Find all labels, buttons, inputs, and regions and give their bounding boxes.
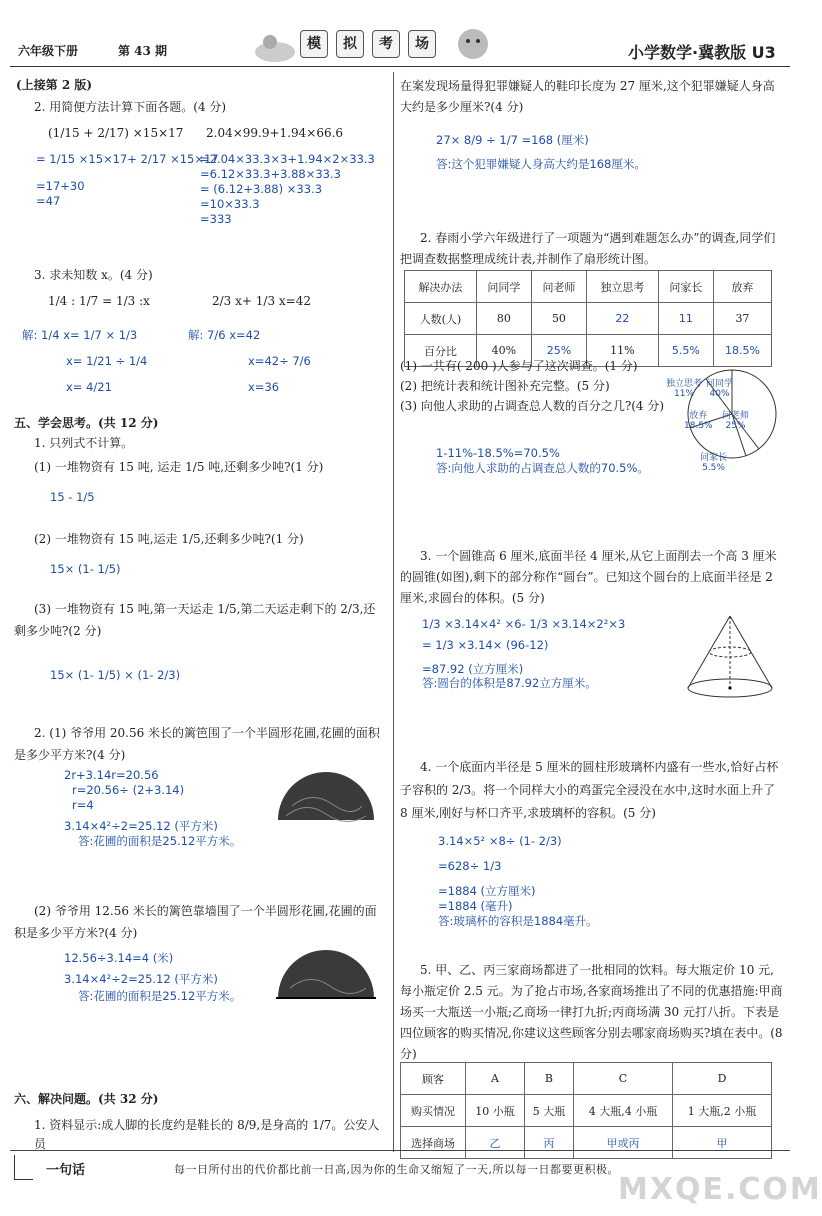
- survey-table: [404, 270, 772, 367]
- q3a-expression: 1/4 : 1/7 = 1/3 :x: [48, 294, 150, 308]
- footer-label: 一句话: [46, 1163, 86, 1178]
- column-divider: [393, 72, 394, 1152]
- table-row: [401, 1095, 772, 1127]
- r1-question: 在案发现场量得犯罪嫌疑人的鞋印长度为 27 厘米,这个犯罪嫌疑人身高大约是多少厘米?(4 分): [400, 79, 775, 114]
- table-cell: C: [574, 1063, 673, 1095]
- s6-1-question: 1. 资料显示:成人脚的长度约是鞋长的 8/9,是身高的 1/7。公安人员: [34, 1118, 380, 1151]
- s5-2b-answer: 12.56÷3.14=4 (米) 3.14×4²÷2=25.12 (平方米) 答:花圃的面积是25.12平方米。: [64, 951, 242, 1003]
- q2a-expression: (1/15 + 2/17) ×15×17: [48, 126, 184, 140]
- pie-label-giveup: 放弃 18.5%: [684, 411, 713, 431]
- issue-label: 第 43 期: [118, 44, 168, 58]
- footer-corner-mark: [14, 1155, 33, 1180]
- table-cell: 37: [713, 303, 771, 335]
- table-cell: 10 小瓶: [466, 1095, 525, 1127]
- table-cell-answer: 乙: [466, 1127, 525, 1159]
- footer-quote: 每一日所付出的代价都比前一日高,因为你的生命又缩短了一天,所以每一日都要更积极。: [174, 1163, 619, 1176]
- continued-note: (上接第 2 版): [16, 78, 93, 92]
- table-cell: 问家长: [658, 271, 713, 303]
- s5-1b-answer: 15× (1- 1/5): [50, 562, 121, 576]
- table-cell-answer: 丙: [524, 1127, 573, 1159]
- table-cell-answer: 11: [658, 303, 713, 335]
- q3b-expression: 2/3 x+ 1/3 x=42: [212, 294, 311, 308]
- q2-title: 2. 用简便方法计算下面各题。(4 分): [34, 100, 227, 114]
- table-cell: 购买情况: [401, 1095, 466, 1127]
- q3-title: 3. 求未知数 x。(4 分): [34, 268, 153, 282]
- s5-1a-question: (1) 一堆物资有 15 吨, 运走 1/5 吨,还剩多少吨?(1 分): [34, 460, 324, 474]
- table-cell: 4 大瓶,4 小瓶: [574, 1095, 673, 1127]
- table-cell-answer: 甲或丙: [574, 1127, 673, 1159]
- cone-frustum-icon: [680, 612, 780, 702]
- banner-char: 考: [372, 30, 400, 58]
- r1-answer: 27× 8/9 ÷ 1/7 =168 (厘米) 答:这个犯罪嫌疑人身高大约是168厘米。: [436, 133, 646, 171]
- table-cell-answer: 5.5%: [658, 335, 713, 367]
- s5-1a-answer: 15 - 1/5: [50, 490, 95, 504]
- table-cell: 5 大瓶: [524, 1095, 573, 1127]
- table-cell: 80: [476, 303, 531, 335]
- mascot-icon: [448, 22, 498, 66]
- s5-1c-answer: 15× (1- 1/5) × (1- 2/3): [50, 668, 181, 682]
- section5-title: 五、学会思考。(共 12 分): [14, 416, 159, 430]
- r4-answer: 3.14×5² ×8÷ (1- 2/3) =628÷ 1/3 =1884 (立方厘米) =1884 (毫升) 答:玻璃杯的容积是1884毫升。: [438, 834, 598, 928]
- cartoon-decoration-icon: [250, 28, 300, 64]
- table-cell: A: [466, 1063, 525, 1095]
- s5-1-title: 1. 只列式不计算。: [34, 436, 134, 450]
- r3-answer: 1/3 ×3.14×4² ×6- 1/3 ×3.14×2²×3 = 1/3 ×3.14× (96-12) =87.92 (立方厘米) 答:圆台的体积是87.92立方厘米。: [422, 617, 626, 690]
- table-cell: 问同学: [476, 271, 531, 303]
- q2b-answer: =2.04×33.3×3+1.94×2×33.3 =6.12×33.3+3.88×33.3 = (6.12+3.88) ×33.3 =10×33.3 =333: [200, 152, 375, 226]
- table-cell: D: [673, 1063, 772, 1095]
- q3a-answer: 解: 1/4 x= 1/7 × 1/3 x= 1/21 ÷ 1/4 x= 4/21: [22, 328, 148, 394]
- table-cell-answer: 22: [586, 303, 658, 335]
- section6-title: 六、解决问题。(共 32 分): [14, 1092, 159, 1106]
- header-rule: [10, 66, 790, 67]
- banner: [300, 30, 444, 58]
- table-cell: 顾客: [401, 1063, 466, 1095]
- semicircle-garden-wall-icon: [276, 948, 376, 1000]
- pie-label-parent: 问家长 5.5%: [700, 453, 728, 473]
- s5-2b-question: (2) 爷爷用 12.56 米长的篱笆靠墙围了一个半圆形花圃,花圃的面积是多少平方米?(4 分): [14, 904, 377, 940]
- semicircle-garden-icon: [276, 770, 376, 822]
- table-cell: 50: [531, 303, 586, 335]
- table-row: [405, 303, 772, 335]
- subject-label: 小学数学·冀教版 U3: [628, 43, 776, 62]
- table-cell-answer: 25%: [531, 335, 586, 367]
- table-cell-answer: 甲: [673, 1127, 772, 1159]
- table-cell: 选择商场: [401, 1127, 466, 1159]
- table-cell: 1 大瓶,2 小瓶: [673, 1095, 772, 1127]
- grade-label: 六年级下册: [18, 44, 79, 58]
- pie-label-teacher: 问老师 25%: [722, 411, 750, 431]
- banner-char: 场: [408, 30, 436, 58]
- pie-label-classmate: 问同学 40%: [706, 379, 734, 399]
- r2-subquestions: (1) 一共有( 200 )人参与了这次调查。(1 分) (2) 把统计表和统计图补充完整。(5 分) (3) 向他人求助的占调查总人数的百分之几?(4 分): [400, 359, 665, 413]
- q2b-expression: 2.04×99.9+1.94×66.6: [206, 126, 344, 140]
- table-cell-answer: 18.5%: [713, 335, 771, 367]
- table-cell: 百分比: [405, 335, 477, 367]
- page-header: [0, 0, 800, 70]
- table-cell: 40%: [476, 335, 531, 367]
- table-cell: 独立思考: [586, 271, 658, 303]
- q3b-answer: 解: 7/6 x=42 x=42÷ 7/6 x=36: [188, 328, 311, 394]
- s5-2a-question: 2. (1) 爷爷用 20.56 米长的篱笆围了一个半圆形花圃,花圃的面积是多少平方米?(4 分): [14, 726, 380, 762]
- table-cell: 11%: [586, 335, 658, 367]
- r4-question: 4. 一个底面内半径是 5 厘米的圆柱形玻璃杯内盛有一些水,恰好占杯子容积的 2/3。将一个同样大小的鸡蛋完全浸没在水中,这时水面上升了 8 厘米,刚好与杯口齐平,求玻璃杯的容积。(5 分): [400, 760, 779, 820]
- s5-1c-question: (3) 一堆物资有 15 吨,第一天运走 1/5,第二天运走剩下的 2/3,还剩多少吨?(2 分): [14, 602, 376, 638]
- table-header-row: [405, 271, 772, 303]
- q2a-answer: = 1/15 ×15×17+ 2/17 ×15×17 =17+30 =47: [36, 152, 219, 208]
- purchase-table: [400, 1062, 772, 1159]
- pie-label-self: 独立思考 11%: [666, 379, 703, 399]
- watermark: MXQE.COM: [618, 1172, 822, 1207]
- s5-1b-question: (2) 一堆物资有 15 吨,运走 1/5,还剩多少吨?(1 分): [34, 532, 304, 546]
- r2-answer: 1-11%-18.5%=70.5% 答:向他人求助的占调查总人数的70.5%。: [436, 446, 649, 475]
- table-cell: 问老师: [531, 271, 586, 303]
- table-cell: 解决办法: [405, 271, 477, 303]
- table-header-row: [401, 1063, 772, 1095]
- table-cell: 放弃: [713, 271, 771, 303]
- table-cell: B: [524, 1063, 573, 1095]
- table-cell: 人数(人): [405, 303, 477, 335]
- banner-char: 拟: [336, 30, 364, 58]
- banner-char: 模: [300, 30, 328, 58]
- r2-question: 2. 春雨小学六年级进行了一项题为“遇到难题怎么办”的调查,同学们把调查数据整理成统计表,并制作了扇形统计图。: [400, 231, 776, 266]
- r3-question: 3. 一个圆锥高 6 厘米,底面半径 4 厘米,从它上面削去一个高 3 厘米的圆锥(如图),剩下的部分称作“圆台”。已知这个圆台的上底面半径是 2 厘米,求圆台的体积。(5 分): [400, 549, 777, 605]
- r5-question: 5. 甲、乙、丙三家商场都进了一批相同的饮料。每大瓶定价 10 元,每小瓶定价 2.5 元。为了抢占市场,各家商场推出了不同的优惠措施:甲商场买一大瓶送一小瓶;乙商场一律打九折;丙商场满 30 元打八折。下表是四位顾客的购买情况,你建议这些顾客分别去哪家商场购买?填在表中。(8 分): [400, 963, 783, 1061]
- s5-2a-answer: 2r+3.14r=20.56 r=20.56÷ (2+3.14) r=4 3.14×4²÷2=25.12 (平方米) 答:花圃的面积是25.12平方米。: [64, 768, 242, 848]
